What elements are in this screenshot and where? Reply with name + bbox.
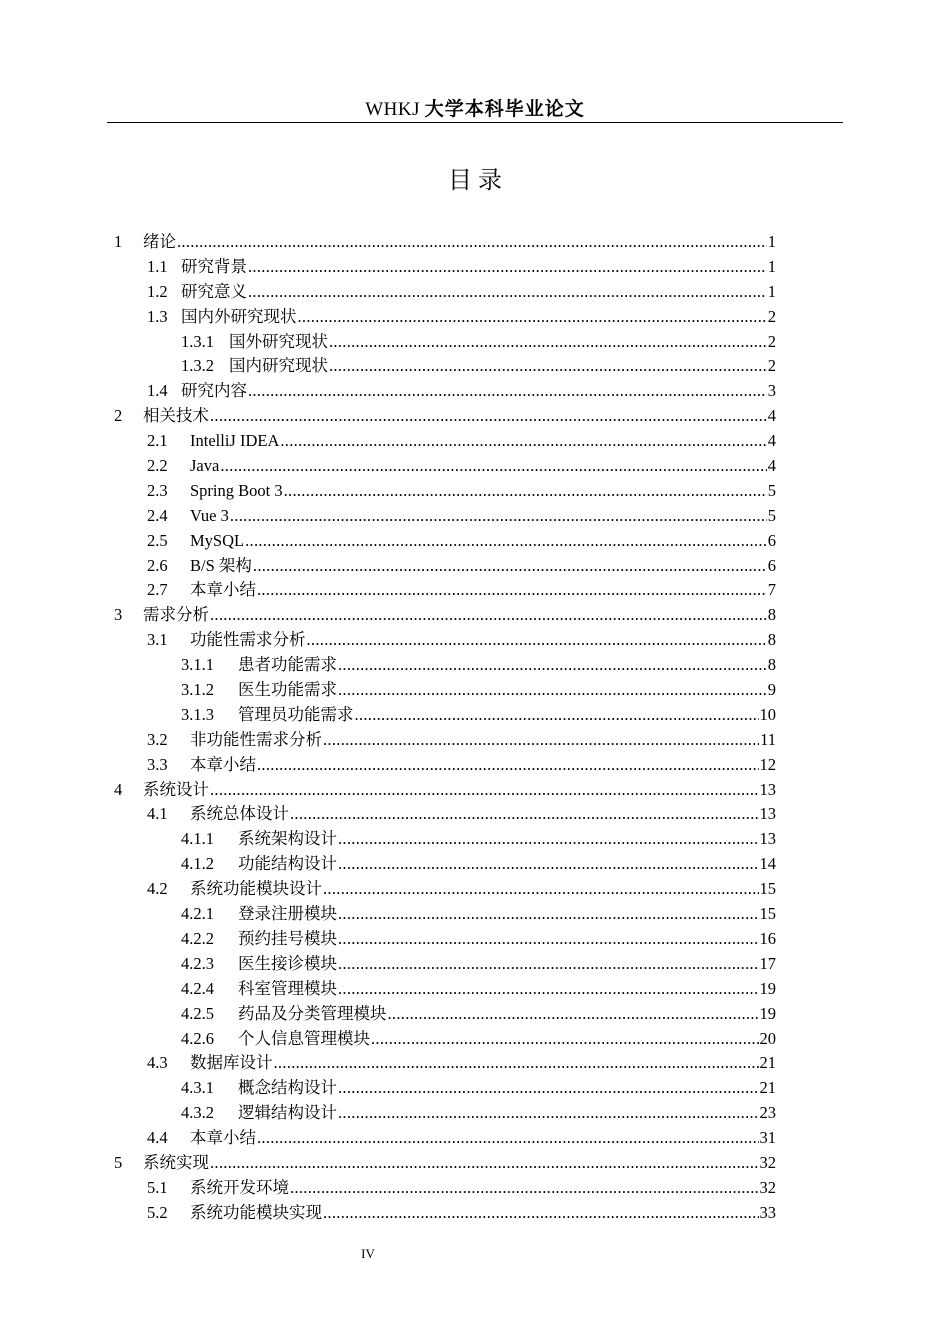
toc-dot-leader — [338, 678, 767, 703]
toc-dot-leader — [177, 230, 767, 255]
toc-entry-page: 11 — [760, 729, 776, 749]
toc-entry[interactable] — [0, 852, 950, 877]
toc-entry[interactable] — [0, 728, 950, 753]
toc-entry[interactable] — [0, 977, 950, 1002]
toc-entry-page: 8 — [767, 630, 776, 650]
toc-entry[interactable] — [0, 802, 950, 827]
toc-entry-number: 3 — [114, 605, 123, 625]
toc-entry[interactable] — [0, 280, 950, 305]
toc-dot-leader — [220, 454, 766, 479]
toc-entry-page: 13 — [759, 804, 776, 824]
toc-entry[interactable] — [0, 1076, 950, 1101]
toc-entry-number: 2 — [114, 406, 123, 426]
toc-entry-number: 1.4 — [147, 381, 168, 401]
toc-dot-leader — [338, 927, 759, 952]
toc-entry-label: 研究背景 — [181, 256, 247, 276]
toc-dot-leader — [323, 728, 759, 753]
toc-entry[interactable] — [0, 1176, 950, 1201]
toc-entry-label: 系统实现 — [143, 1152, 209, 1172]
toc-entry-number: 4.2.2 — [181, 928, 214, 948]
toc-entry-label: 管理员功能需求 — [238, 704, 354, 724]
toc-entry[interactable] — [0, 354, 950, 379]
toc-entry-label: Spring Boot 3 — [190, 480, 283, 500]
toc-entry-number: 5 — [114, 1152, 123, 1172]
toc-entry-number: 4.4 — [147, 1128, 168, 1148]
toc-entry-label: 个人信息管理模块 — [238, 1028, 370, 1048]
toc-entry-page: 8 — [767, 605, 776, 625]
toc-entry-number: 4.2.1 — [181, 904, 214, 924]
toc-entry-page: 5 — [767, 480, 776, 500]
toc-entry-number: 3.2 — [147, 729, 168, 749]
toc-dot-leader — [338, 1101, 759, 1126]
toc-entry-number: 4.2.4 — [181, 978, 214, 998]
toc-entry[interactable] — [0, 1201, 950, 1226]
toc-dot-leader — [307, 628, 767, 653]
toc-dot-leader — [257, 578, 767, 603]
toc-entry[interactable] — [0, 529, 950, 554]
toc-entry-label: B/S 架构 — [190, 555, 252, 575]
toc-entry-page: 23 — [759, 1103, 776, 1123]
toc-entry-label: 概念结构设计 — [238, 1078, 337, 1098]
toc-entry-page: 21 — [759, 1053, 776, 1073]
toc-entry[interactable] — [0, 554, 950, 579]
toc-dot-leader — [290, 1176, 759, 1201]
toc-entry-label: 系统架构设计 — [238, 829, 337, 849]
toc-entry-number: 4.3.2 — [181, 1103, 214, 1123]
toc-entry-label: 数据库设计 — [190, 1053, 273, 1073]
toc-entry-label: MySQL — [190, 530, 245, 550]
toc-entry[interactable] — [0, 827, 950, 852]
toc-entry-label: 研究意义 — [181, 281, 247, 301]
toc-entry-page: 19 — [759, 1003, 776, 1023]
toc-entry-page: 12 — [759, 754, 776, 774]
toc-entry[interactable] — [0, 305, 950, 330]
running-header — [107, 98, 843, 122]
toc-entry-label: Vue 3 — [190, 505, 229, 525]
toc-dot-leader — [253, 554, 767, 579]
toc-entry-number: 2.1 — [147, 431, 168, 451]
toc-entry-label: 科室管理模块 — [238, 978, 337, 998]
toc-entry-page: 32 — [759, 1152, 776, 1172]
toc-dot-leader — [323, 877, 759, 902]
toc-entry[interactable] — [0, 952, 950, 977]
toc-entry-label: 功能性需求分析 — [190, 630, 306, 650]
header-rule — [107, 122, 843, 123]
toc-entry-page: 17 — [759, 953, 776, 973]
toc-entry[interactable] — [0, 404, 950, 429]
toc-entry-page: 15 — [759, 879, 776, 899]
toc-entry-label: 本章小结 — [190, 580, 256, 600]
toc-entry-number: 3.1 — [147, 630, 168, 650]
toc-entry-page: 2 — [767, 306, 776, 326]
toc-entry-number: 1.3.2 — [181, 356, 214, 376]
toc-dot-leader — [274, 1051, 759, 1076]
toc-entry-label: 研究内容 — [181, 381, 247, 401]
toc-entry-label: 绪论 — [143, 232, 176, 251]
toc-entry-page: 21 — [759, 1078, 776, 1098]
toc-entry-number: 2.7 — [147, 580, 168, 600]
toc-entry-page: 32 — [759, 1177, 776, 1197]
toc-dot-leader — [338, 977, 759, 1002]
toc-dot-leader — [338, 902, 759, 927]
toc-entry[interactable] — [0, 330, 950, 355]
toc-entry[interactable] — [0, 653, 950, 678]
toc-entry-label: IntelliJ IDEA — [190, 431, 280, 451]
toc-dot-leader — [210, 404, 767, 429]
toc-entry-label: 系统功能模块实现 — [190, 1202, 322, 1222]
toc-entry-page: 19 — [759, 978, 776, 998]
toc-dot-leader — [338, 653, 767, 678]
toc-entry[interactable] — [0, 379, 950, 404]
toc-entry-number: 2.5 — [147, 530, 168, 550]
toc-entry-page: 33 — [759, 1202, 776, 1222]
toc-entry-number: 1.1 — [147, 256, 168, 276]
toc-entry-number: 4.2.3 — [181, 953, 214, 973]
toc-entry-label: 患者功能需求 — [238, 655, 337, 675]
toc-entry[interactable] — [0, 1101, 950, 1126]
toc-entry-number: 4.3.1 — [181, 1078, 214, 1098]
toc-entry[interactable] — [0, 578, 950, 603]
toc-entry[interactable] — [0, 877, 950, 902]
toc-dot-leader — [257, 1126, 759, 1151]
toc-dot-leader — [230, 504, 767, 529]
header-cjk-text: 大学本科毕业论文 — [424, 98, 585, 120]
toc-entry-page: 2 — [767, 356, 776, 376]
toc-entry-label: 系统总体设计 — [190, 804, 289, 824]
toc-entry-number: 4.1.1 — [181, 829, 214, 849]
toc-dot-leader — [338, 1076, 759, 1101]
toc-entry-page: 13 — [759, 779, 776, 799]
toc-entry-number: 3.3 — [147, 754, 168, 774]
table-of-contents — [0, 230, 950, 1226]
toc-entry-number: 4.1 — [147, 804, 168, 824]
toc-entry-label: 系统设计 — [143, 779, 209, 799]
toc-entry-label: 系统开发环境 — [190, 1177, 289, 1197]
toc-dot-leader — [245, 529, 767, 554]
toc-dot-leader — [329, 354, 767, 379]
toc-dot-leader — [248, 379, 767, 404]
toc-entry-page: 3 — [767, 381, 776, 401]
toc-entry[interactable] — [0, 255, 950, 280]
toc-dot-leader — [290, 802, 759, 827]
toc-entry-page: 15 — [759, 904, 776, 924]
toc-entry-page: 1 — [767, 232, 776, 251]
toc-entry-page: 6 — [767, 530, 776, 550]
toc-dot-leader — [280, 429, 766, 454]
toc-entry-label: 国内研究现状 — [229, 356, 328, 376]
toc-entry-number: 4 — [114, 779, 123, 799]
toc-entry[interactable] — [0, 603, 950, 628]
toc-entry[interactable] — [0, 1126, 950, 1151]
toc-entry-label: 登录注册模块 — [238, 904, 337, 924]
toc-entry-page: 20 — [759, 1028, 776, 1048]
toc-entry-page: 1 — [767, 281, 776, 301]
toc-entry[interactable] — [0, 628, 950, 653]
toc-entry-number: 4.3 — [147, 1053, 168, 1073]
toc-dot-leader — [248, 280, 767, 305]
toc-dot-leader — [284, 479, 767, 504]
toc-entry-number: 4.2 — [147, 879, 168, 899]
toc-title: 目 录 — [448, 168, 502, 194]
toc-dot-leader — [329, 330, 767, 355]
toc-entry-number: 4.2.6 — [181, 1028, 214, 1048]
toc-entry-label: 系统功能模块设计 — [190, 879, 322, 899]
toc-entry-number: 3.1.2 — [181, 680, 214, 700]
toc-entry[interactable] — [0, 1151, 950, 1176]
toc-dot-leader — [323, 1201, 759, 1226]
toc-entry[interactable] — [0, 753, 950, 778]
toc-entry-page: 5 — [767, 505, 776, 525]
toc-entry-page: 8 — [767, 655, 776, 675]
toc-entry-page: 31 — [759, 1128, 776, 1148]
toc-entry[interactable] — [0, 429, 950, 454]
toc-entry[interactable] — [0, 454, 950, 479]
toc-entry[interactable] — [0, 504, 950, 529]
toc-entry-page: 1 — [767, 256, 776, 276]
toc-entry-page: 4 — [767, 431, 776, 451]
toc-entry[interactable] — [0, 678, 950, 703]
header-latin-text: WHKJ — [365, 99, 420, 120]
toc-entry-number: 4.2.5 — [181, 1003, 214, 1023]
toc-entry-number: 2.3 — [147, 480, 168, 500]
toc-entry-label: 国内外研究现状 — [181, 306, 297, 326]
toc-entry-number: 3.1.3 — [181, 704, 214, 724]
toc-entry-page: 16 — [759, 928, 776, 948]
toc-dot-leader — [210, 603, 767, 628]
toc-entry-number: 4.1.2 — [181, 854, 214, 874]
toc-dot-leader — [338, 852, 759, 877]
toc-dot-leader — [338, 827, 759, 852]
toc-entry-page: 4 — [767, 406, 776, 426]
toc-entry[interactable] — [0, 703, 950, 728]
toc-entry-number: 2.2 — [147, 456, 168, 476]
toc-entry-number: 5.1 — [147, 1177, 168, 1197]
toc-entry-label: 相关技术 — [143, 406, 209, 426]
toc-entry[interactable] — [0, 230, 950, 255]
toc-entry-label: 国外研究现状 — [229, 331, 328, 351]
toc-entry-page: 7 — [767, 580, 776, 600]
toc-dot-leader — [371, 1027, 759, 1052]
toc-dot-leader — [257, 753, 759, 778]
toc-dot-leader — [248, 255, 767, 280]
toc-entry-page: 9 — [767, 680, 776, 700]
toc-entry-label: 本章小结 — [190, 1128, 256, 1148]
toc-entry-page: 13 — [759, 829, 776, 849]
toc-entry-page: 4 — [767, 456, 776, 476]
toc-entry-label: 需求分析 — [143, 605, 209, 625]
toc-entry-label: 功能结构设计 — [238, 854, 337, 874]
page-number-footer: IV — [361, 1246, 375, 1261]
toc-entry-page: 2 — [767, 331, 776, 351]
toc-entry-number: 5.2 — [147, 1202, 168, 1222]
toc-entry-label: 药品及分类管理模块 — [238, 1003, 387, 1023]
toc-entry-label: Java — [190, 456, 220, 476]
toc-entry[interactable] — [0, 902, 950, 927]
toc-dot-leader — [210, 1151, 759, 1176]
toc-entry-number: 1 — [114, 232, 123, 251]
toc-entry[interactable] — [0, 1051, 950, 1076]
toc-entry-page: 10 — [759, 704, 776, 724]
toc-entry-label: 非功能性需求分析 — [190, 729, 322, 749]
toc-dot-leader — [338, 952, 759, 977]
toc-entry-number: 2.4 — [147, 505, 168, 525]
toc-dot-leader — [388, 1002, 759, 1027]
toc-entry[interactable] — [0, 479, 950, 504]
toc-entry-page: 6 — [767, 555, 776, 575]
toc-entry-label: 预约挂号模块 — [238, 928, 337, 948]
toc-entry-number: 1.3 — [147, 306, 168, 326]
toc-entry-number: 1.2 — [147, 281, 168, 301]
toc-entry-number: 2.6 — [147, 555, 168, 575]
toc-dot-leader — [210, 778, 759, 803]
toc-entry-number: 3.1.1 — [181, 655, 214, 675]
toc-entry[interactable] — [0, 1027, 950, 1052]
toc-entry[interactable] — [0, 927, 950, 952]
toc-entry-label: 医生接诊模块 — [238, 953, 337, 973]
toc-entry-number: 1.3.1 — [181, 331, 214, 351]
toc-entry-label: 逻辑结构设计 — [238, 1103, 337, 1123]
toc-entry-label: 本章小结 — [190, 754, 256, 774]
toc-entry-label: 医生功能需求 — [238, 680, 337, 700]
toc-entry[interactable] — [0, 1002, 950, 1027]
toc-entry-page: 14 — [759, 854, 776, 874]
toc-entry[interactable] — [0, 778, 950, 803]
toc-dot-leader — [298, 305, 767, 330]
toc-dot-leader — [355, 703, 759, 728]
